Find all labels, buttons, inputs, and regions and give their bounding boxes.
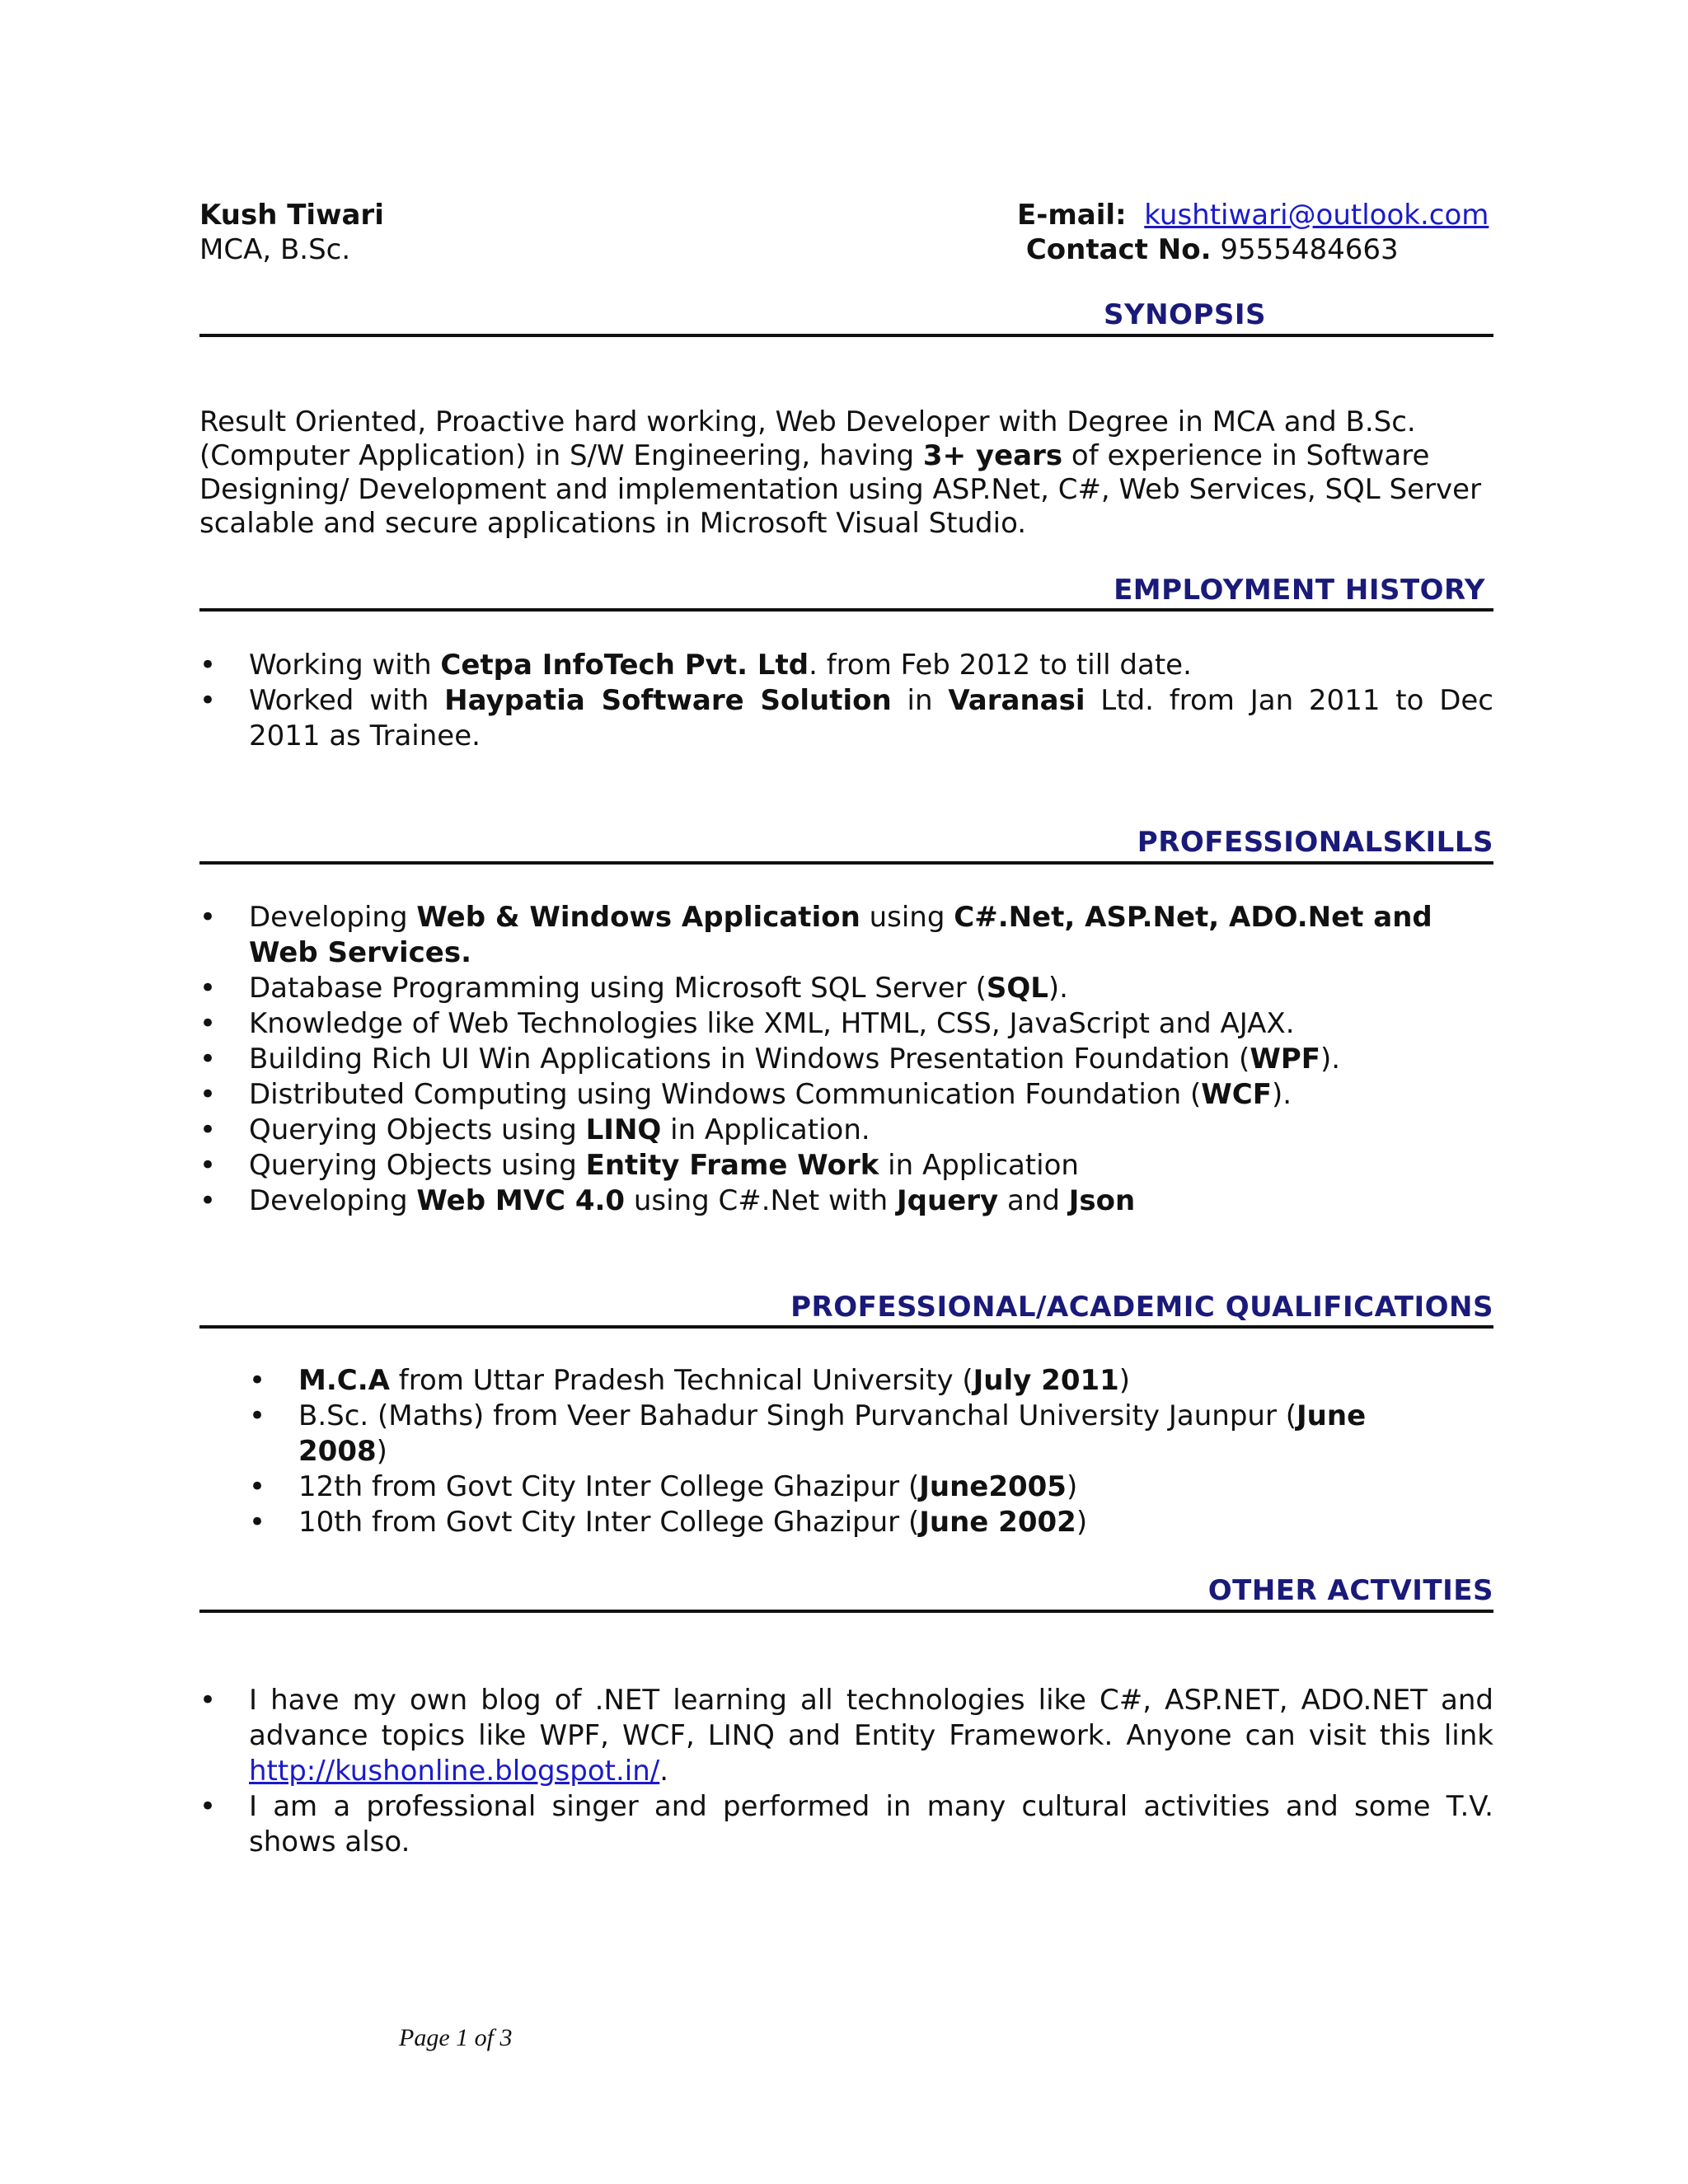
contact-label: Contact No. <box>1025 233 1212 266</box>
qualification-item <box>249 1363 1428 1399</box>
skill-item <box>199 1042 1493 1077</box>
blog-link[interactable]: http://kushonline.blogspot.in/ <box>249 1755 660 1788</box>
skill-highlight: Web & Windows Application <box>416 901 860 934</box>
skill-item <box>199 1113 1493 1148</box>
activity-text: I have my own blog of .NET learning all technologies like C#, ASP.NET, ADO.NET and advance topics like WPF, WCF, LINQ and Entity Framework. Anyone can visit this link <box>249 1684 1493 1752</box>
skill-text: Distributed Computing using Windows Communication Foundation ( <box>249 1078 1202 1111</box>
qualification-text: 12th from Govt City Inter College Ghazipur ( <box>298 1470 920 1503</box>
skill-item <box>199 1183 1493 1219</box>
employment-item <box>199 648 1493 683</box>
qualification-text: ) <box>1118 1364 1131 1397</box>
skill-text: Knowledge of Web Technologies like XML, HTML, CSS, JavaScript and AJAX. <box>249 1007 1295 1040</box>
contact-line <box>1017 232 1489 267</box>
candidate-name: Kush Tiwari <box>199 199 384 232</box>
other-activities-rule <box>199 1610 1493 1613</box>
skill-text: Developing <box>249 1184 417 1217</box>
page-number: Page 1 of 3 <box>399 2024 513 2051</box>
qualification-text: ) <box>1066 1470 1078 1503</box>
employment-item <box>199 683 1493 754</box>
skill-text: Querying Objects using <box>249 1149 586 1182</box>
skills-rule <box>199 861 1493 865</box>
employer-name: Cetpa InfoTech Pvt. Ltd <box>440 649 809 682</box>
employment-list <box>199 648 1493 754</box>
synopsis-rule <box>199 334 1493 337</box>
qualification-text: 10th from Govt City Inter College Ghazipur ( <box>298 1506 920 1539</box>
email-label: E-mail: <box>1017 199 1127 232</box>
qualification-date: July 2011 <box>973 1364 1119 1397</box>
employment-rule <box>199 608 1493 612</box>
synopsis-paragraph <box>199 405 1493 541</box>
employment-text: in <box>891 684 949 717</box>
synopsis-text-2: of experience in Software Designing/ Development and implementation using ASP.Net, C#, Web Services, SQL Server scalable and secure applications in Microsoft Visual Studio. <box>199 439 1482 540</box>
header-right <box>1017 198 1489 267</box>
skill-highlight: WCF <box>1201 1078 1272 1111</box>
skill-item <box>199 1148 1493 1183</box>
skill-highlight: Entity Frame Work <box>585 1149 879 1182</box>
qualification-date: June 2002 <box>919 1506 1076 1539</box>
skill-highlight: Jquery <box>897 1184 999 1217</box>
qualification-date: June 2008 <box>298 1399 1367 1468</box>
employment-heading: EMPLOYMENT HISTORY <box>1114 574 1485 607</box>
skill-text: and <box>998 1184 1069 1217</box>
skill-text: in Application. <box>661 1113 870 1146</box>
other-activities-list <box>199 1683 1493 1860</box>
activity-text: I am a professional singer and performed in many cultural activities and some T.V. shows also. <box>249 1790 1493 1858</box>
qualification-item <box>249 1399 1428 1469</box>
employer-name: Haypatia Software Solution <box>444 684 892 717</box>
skill-text: Building Rich UI Win Applications in Windows Presentation Foundation ( <box>249 1043 1250 1076</box>
skill-highlight: WPF <box>1250 1043 1320 1076</box>
skill-highlight: LINQ <box>585 1113 662 1146</box>
skill-text: using C#.Net with <box>625 1184 897 1217</box>
activity-item <box>199 1789 1493 1860</box>
qualification-item <box>249 1505 1428 1540</box>
skill-text: ). <box>1048 972 1068 1005</box>
employer-location: Varanasi <box>948 684 1085 717</box>
skill-item <box>199 1077 1493 1113</box>
skill-text: in Application <box>879 1149 1079 1182</box>
skill-text: using <box>860 901 954 934</box>
employment-text: Working with <box>249 649 441 682</box>
skill-text: Querying Objects using <box>249 1113 586 1146</box>
synopsis-text-1: Result Oriented, Proactive hard working, Web Developer with Degree in MCA and B.Sc. (Computer Application) in S/W Engineering, having <box>199 405 1416 472</box>
qualification-date: June2005 <box>919 1470 1067 1503</box>
qualification-text: B.Sc. (Maths) from Veer Bahadur Singh Purvanchal University Jaunpur ( <box>298 1399 1297 1432</box>
qualification-text: from Uttar Pradesh Technical University ( <box>389 1364 973 1397</box>
activity-item <box>199 1683 1493 1789</box>
qualification-item <box>249 1469 1428 1505</box>
qualifications-rule <box>199 1325 1493 1329</box>
qualification-text: ) <box>376 1435 387 1468</box>
employment-text: Worked with <box>249 684 445 717</box>
skill-text: Database Programming using Microsoft SQL Server ( <box>249 972 987 1005</box>
activity-text: . <box>659 1755 669 1788</box>
candidate-degrees: MCA, B.Sc. <box>199 233 351 266</box>
email-link[interactable]: kushtiwari@outlook.com <box>1144 199 1489 232</box>
skill-text: ). <box>1271 1078 1292 1111</box>
qualification-text: ) <box>1076 1506 1088 1539</box>
skills-list <box>199 900 1493 1219</box>
skill-item <box>199 971 1493 1006</box>
synopsis-heading: SYNOPSIS <box>1103 298 1266 331</box>
header-left <box>199 198 384 267</box>
skill-highlight: C#.Net, ASP.Net, ADO.Net and Web Services. <box>249 901 1432 969</box>
qualifications-heading: PROFESSIONAL/ACADEMIC QUALIFICATIONS <box>790 1291 1493 1324</box>
skill-text: Developing <box>249 901 417 934</box>
skills-heading: PROFESSIONALSKILLS <box>1137 826 1493 859</box>
skill-item <box>199 1006 1493 1042</box>
other-activities-heading: OTHER ACTVITIES <box>1207 1574 1493 1607</box>
skill-text: ). <box>1320 1043 1341 1076</box>
skill-highlight: SQL <box>986 972 1048 1005</box>
skill-item <box>199 900 1493 971</box>
skill-highlight: Web MVC 4.0 <box>416 1184 626 1217</box>
contact-number: 9555484663 <box>1220 233 1399 266</box>
qualifications-list <box>249 1363 1428 1540</box>
email-line <box>1017 198 1489 232</box>
employment-text: . from Feb 2012 to till date. <box>809 649 1192 682</box>
skill-highlight: Json <box>1068 1184 1136 1217</box>
synopsis-years: 3+ years <box>922 439 1063 472</box>
employment-text: Ltd. from Jan 2011 to Dec 2011 as Trainee. <box>249 684 1493 752</box>
qualification-degree: M.C.A <box>298 1364 390 1397</box>
